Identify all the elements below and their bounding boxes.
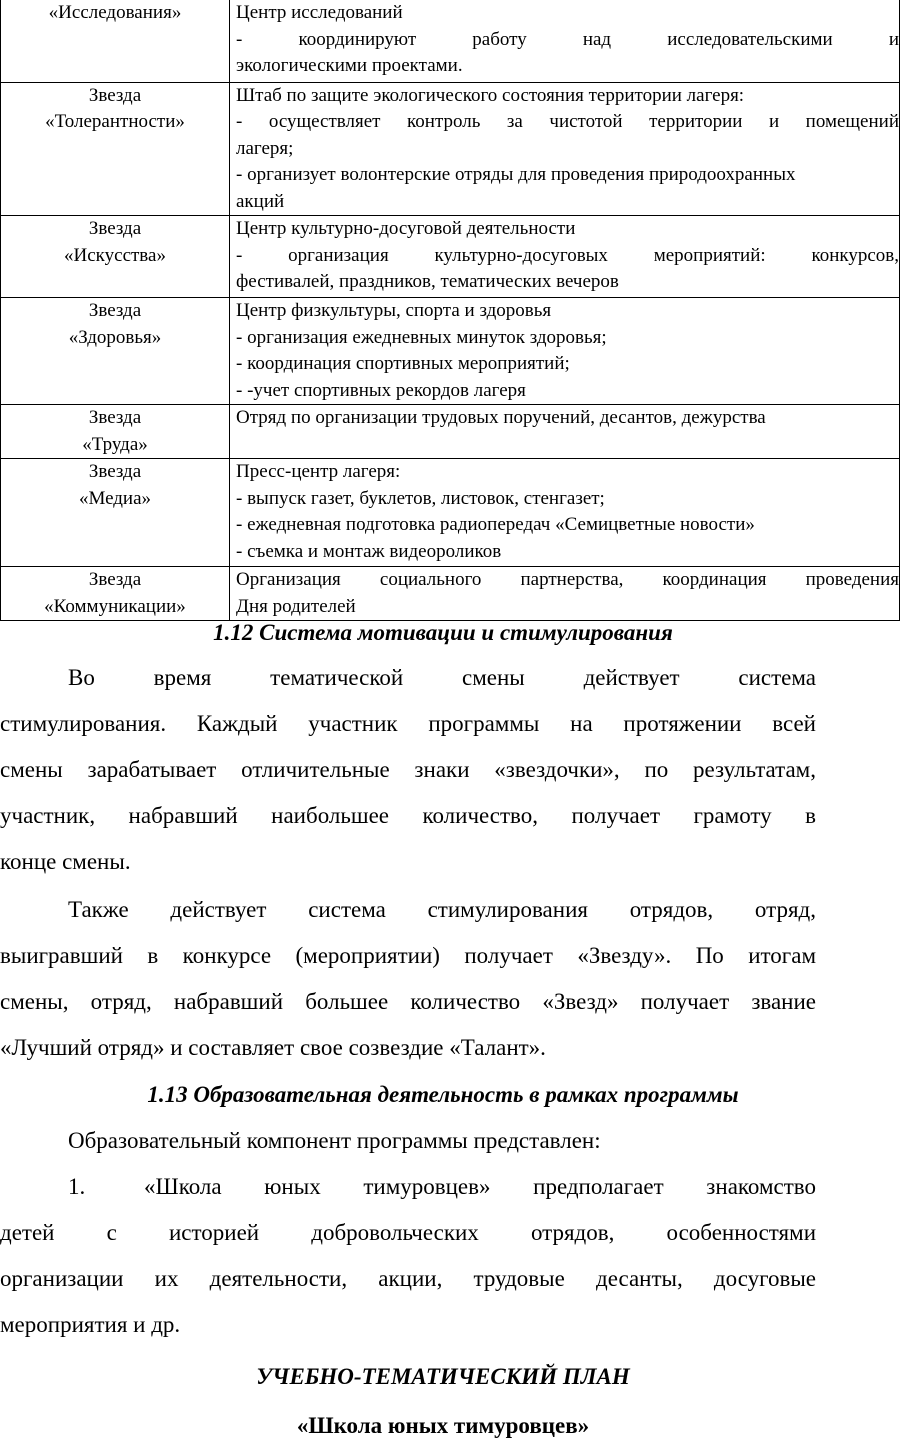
description-line: Штаб по защите экологического состояния территории лагеря:	[236, 84, 745, 106]
paragraph-line: конце смены.	[0, 849, 131, 874]
row-name-cell	[1, 298, 230, 405]
row-description-cell	[230, 82, 900, 216]
paragraph-line: организации их деятельности, акции, трудовые десанты, досуговые	[0, 1266, 816, 1291]
row-name-line: Звезда	[88, 84, 142, 106]
description-line: - координируют работу над исследовательскими и	[236, 28, 899, 50]
row-name-line: Звезда	[88, 407, 142, 428]
description-line: - выпуск газет, буклетов, листовок, стенгазет;	[236, 487, 605, 509]
row-name-cell	[1, 405, 230, 459]
row-name-line: «Искусства»	[64, 244, 166, 266]
table-row	[1, 459, 900, 567]
table-row	[1, 82, 900, 216]
paragraph-line: участник, набравший наибольшее количество, получает грамоту в	[0, 803, 816, 828]
paragraph-line: стимулирования. Каждый участник программы на протяжении всей	[0, 711, 816, 736]
row-name-line: «Исследования»	[48, 2, 182, 23]
description-line: - координация спортивных мероприятий;	[236, 353, 570, 374]
paragraph-line: Образовательный компонент программы представлен:	[68, 1128, 601, 1153]
row-name-cell	[1, 82, 230, 216]
list-number: 1.	[68, 1174, 86, 1199]
paragraph-line: детей с историей добровольческих отрядов, особенностями	[0, 1220, 816, 1245]
description-line: - -учет спортивных рекордов лагеря	[236, 379, 526, 401]
description-line: экологическими проектами.	[236, 55, 463, 76]
description-line: Отряд по организации трудовых поручений, десантов, дежурства	[236, 407, 766, 428]
row-name-line: Звезда	[88, 461, 142, 482]
description-line: - организует волонтерские отряды для проведения природоохранных	[236, 164, 796, 185]
description-line: акций	[236, 190, 285, 212]
row-name-line: «Труда»	[82, 433, 148, 455]
row-name-line: «Коммуникации»	[44, 595, 186, 617]
description-line: - съемка и монтаж видеороликов	[236, 540, 502, 562]
paragraph-line: мероприятия и др.	[0, 1312, 181, 1337]
roles-table	[0, 0, 900, 621]
description-line: Организация социального партнерства, координация проведения	[236, 569, 899, 590]
paragraph-line: Также действует система стимулирования отрядов, отряд,	[68, 897, 816, 922]
row-name-line: Звезда	[88, 300, 142, 321]
table-row	[1, 567, 900, 621]
section-heading: 1.12 Система мотивации и стимулирования	[213, 620, 673, 645]
description-line: Центр исследований	[236, 2, 403, 23]
row-description-cell	[230, 298, 900, 405]
description-line: Пресс-центр лагеря:	[236, 461, 401, 482]
description-line: - осуществляет контроль за чистотой территории и помещений	[236, 111, 899, 132]
table-row	[1, 0, 900, 82]
plan-title: УЧЕБНО-ТЕМАТИЧЕСКИЙ ПЛАН	[256, 1364, 630, 1389]
row-description-cell	[230, 567, 900, 621]
paragraph-line: выигравший в конкурсе (мероприятии) получает «Звезду». По итогам	[0, 943, 816, 968]
row-name-line: Звезда	[88, 218, 142, 239]
row-description-cell	[230, 216, 900, 298]
row-name-line: «Толерантности»	[45, 111, 185, 132]
description-line: Центр культурно-досуговой деятельности	[236, 218, 576, 239]
description-line: фестивалей, праздников, тематических вечеров	[236, 271, 619, 292]
table-row	[1, 216, 900, 298]
paragraph-line: смены зарабатывает отличительные знаки «звездочки», по результатам,	[0, 757, 816, 782]
plan-subtitle: «Школа юных тимуровцев»	[296, 1413, 590, 1438]
row-description-cell	[230, 459, 900, 567]
description-line: - организация ежедневных минуток здоровья;	[236, 326, 607, 348]
description-line: - ежедневная подготовка радиопередач «Семицветные новости»	[236, 514, 755, 535]
paragraph-line: смены, отряд, набравший большее количество «Звезд» получает звание	[0, 989, 816, 1014]
row-name-cell	[1, 459, 230, 567]
description-line: Центр физкультуры, спорта и здоровья	[236, 300, 552, 321]
row-name-line: «Медиа»	[78, 487, 152, 509]
row-name-cell	[1, 0, 230, 82]
table-row	[1, 298, 900, 405]
table-row	[1, 405, 900, 459]
paragraph-line: Во время тематической смены действует система	[68, 665, 816, 690]
description-line: лагеря;	[236, 137, 294, 159]
paragraph-line: «Школа юных тимуровцев» предполагает знакомство	[144, 1174, 816, 1199]
description-line: - организация культурно-досуговых мероприятий: конкурсов,	[236, 244, 899, 266]
row-description-cell	[230, 0, 900, 82]
row-name-cell	[1, 567, 230, 621]
description-line: Дня родителей	[236, 595, 356, 617]
row-name-line: «Здоровья»	[68, 326, 162, 348]
section-heading: 1.13 Образовательная деятельность в рамках программы	[147, 1082, 739, 1107]
row-name-line: Звезда	[88, 569, 142, 590]
paragraph-line: «Лучший отряд» и составляет свое созвездие «Талант».	[0, 1035, 546, 1060]
row-name-cell	[1, 216, 230, 298]
row-description-cell	[230, 405, 900, 459]
